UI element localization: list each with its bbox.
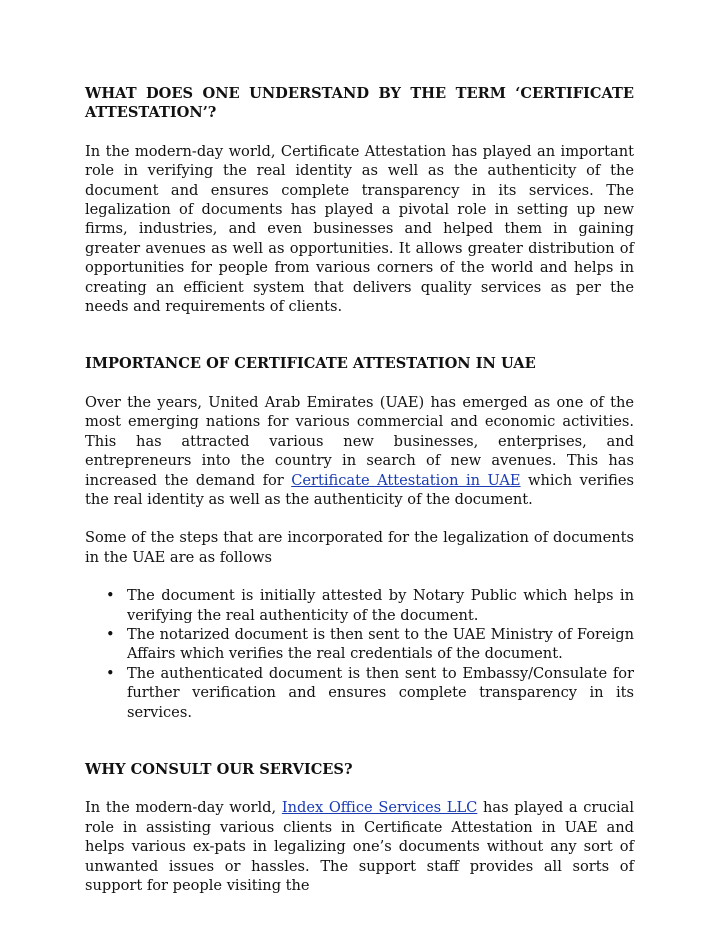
list-item: • The notarized document is then sent to the UAE Ministry of Foreign Affairs which verifies the real credentials of the document. — [127, 625, 634, 664]
heading-certificate-attestation: WHAT DOES ONE UNDERSTAND BY THE TERM ‘CERTIFICATE ATTESTATION’? — [85, 85, 634, 122]
paragraph-uae-overview — [85, 393, 634, 509]
text-segment: which verifies the real identity as well as the authenticity of the document. — [85, 471, 634, 508]
certificate-attestation-link[interactable]: Certificate Attestation in UAE — [291, 471, 521, 489]
index-office-services-link[interactable]: Index Office Services LLC — [281, 799, 478, 817]
list-item: • The authenticated document is then sent to Embassy/Consulate for further verification and ensures complete transparency in its services. — [127, 664, 634, 722]
text-segment: has played a crucial role in assisting various clients in Certificate Attestation in UAE and helps various ex-pats in legalizing one’s documents without any sort of unwanted issues or hassles. The support staff provides all sorts of support for people visiting the — [85, 799, 634, 894]
paragraph-intro: In the modern-day world, Certificate Attestation has played an important role in verifying the real identity as well as the authenticity of the document and ensures complete transparency in its services. The legalization of documents has played a pivotal role in setting up new firms, industries, and even businesses and helped them in gaining greater avenues as well as opportunities. It allows greater distribution of opportunities for people from various corners of the world and helps in creating an efficient system that delivers quality services as per the needs and requirements of clients. — [85, 142, 634, 316]
heading-importance-uae: IMPORTANCE OF CERTIFICATE ATTESTATION IN UAE — [85, 355, 536, 373]
text-segment: Over the years, United Arab Emirates (UAE) has emerged as one of the most emerging nations for various commercial and economic activities. This has attracted various new businesses, enterprises, and entrepreneurs into the country in search of new avenues. This has increased the demand for — [85, 393, 634, 489]
text-segment: In the modern-day world, — [85, 799, 282, 817]
steps-list — [85, 586, 634, 722]
heading-why-consult: WHY CONSULT OUR SERVICES? — [85, 760, 353, 778]
paragraph-services — [85, 798, 634, 895]
list-item: • The document is initially attested by Notary Public which helps in verifying the real authenticity of the document. — [127, 586, 634, 625]
paragraph-steps-intro: Some of the steps that are incorporated for the legalization of documents in the UAE are as follows — [85, 529, 634, 566]
